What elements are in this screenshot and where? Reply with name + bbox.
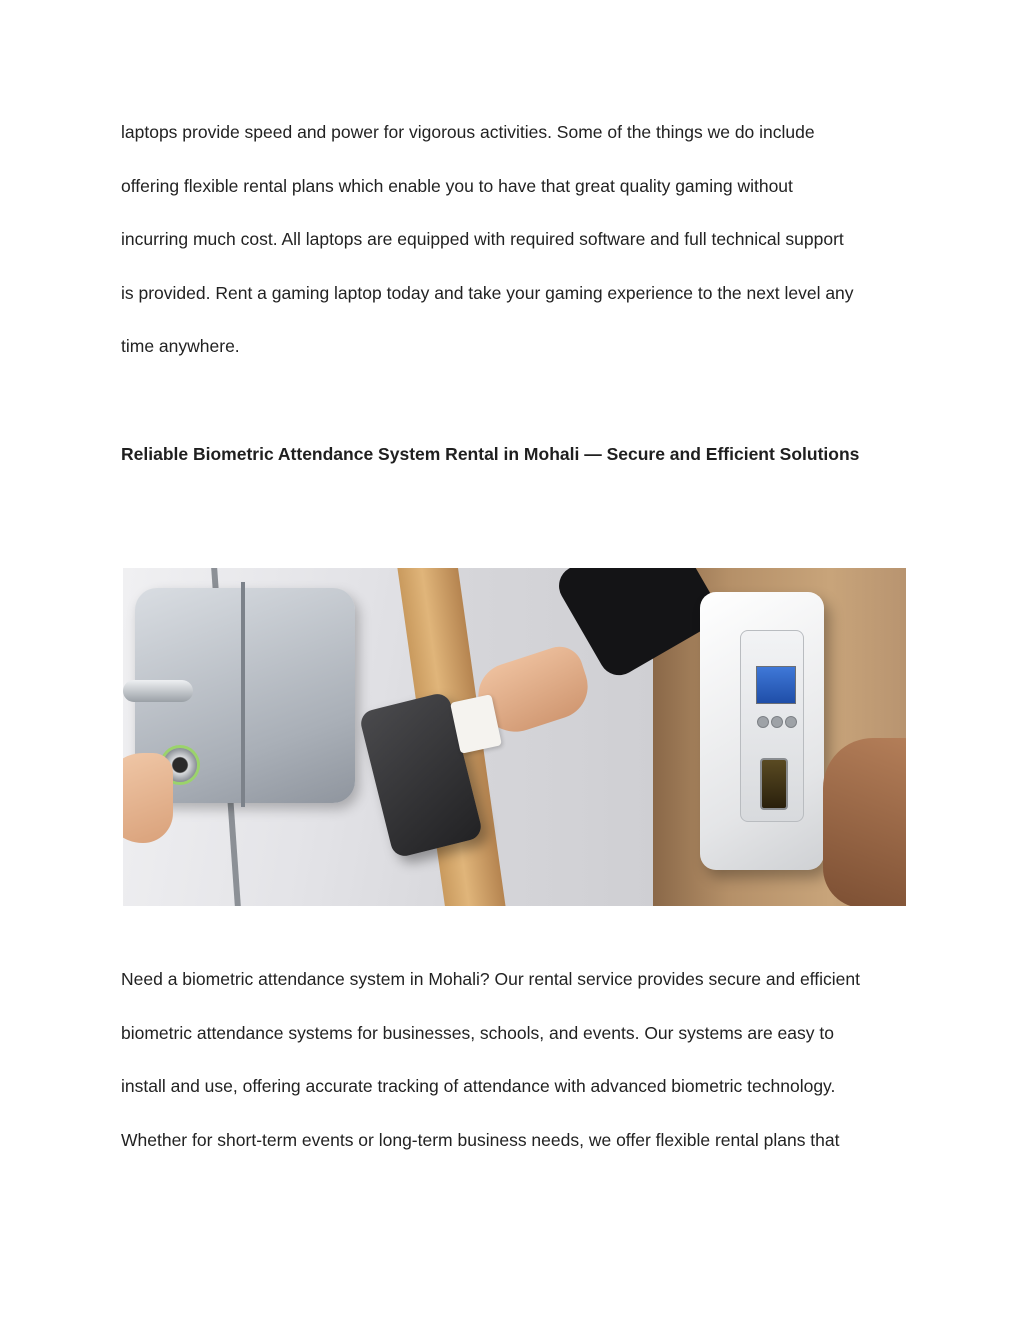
paragraph-line: offering flexible rental plans which enable you to have that great quality gaming without [121,175,793,196]
terminal-button [771,716,783,728]
paragraph-line: install and use, offering accurate tracking of attendance with advanced biometric technology. [121,1076,836,1096]
paragraph-line: biometric attendance systems for businesses, schools, and events. Our systems are easy to [121,1022,834,1043]
paragraph-line: is provided. Rent a gaming laptop today and take your gaming experience to the next level any [121,282,854,303]
terminal-screen [756,666,796,704]
paragraph-line: laptops provide speed and power for vigorous activities. Some of the things we do include [121,122,815,142]
paragraph-line: Whether for short-term events or long-term business needs, we offer flexible rental plans that [121,1129,840,1150]
biometric-devices-image [123,568,906,906]
hand-image [123,753,173,843]
section-heading: Reliable Biometric Attendance System Rental in Mohali — Secure and Efficient Solutions [121,444,860,464]
body-paragraph [121,953,911,1167]
door-handle [123,680,193,702]
fingerprint-sensor-icon [760,758,788,810]
hand-image [823,738,906,906]
paragraph-line: incurring much cost. All laptops are equipped with required software and full technical support [121,229,844,249]
terminal-button [757,716,769,728]
paragraph-line: Need a biometric attendance system in Mohali? Our rental service provides secure and efficient [121,969,860,989]
paragraph-line: time anywhere. [121,336,240,356]
lock-divider [241,582,245,807]
intro-paragraph [121,106,911,374]
terminal-button [785,716,797,728]
